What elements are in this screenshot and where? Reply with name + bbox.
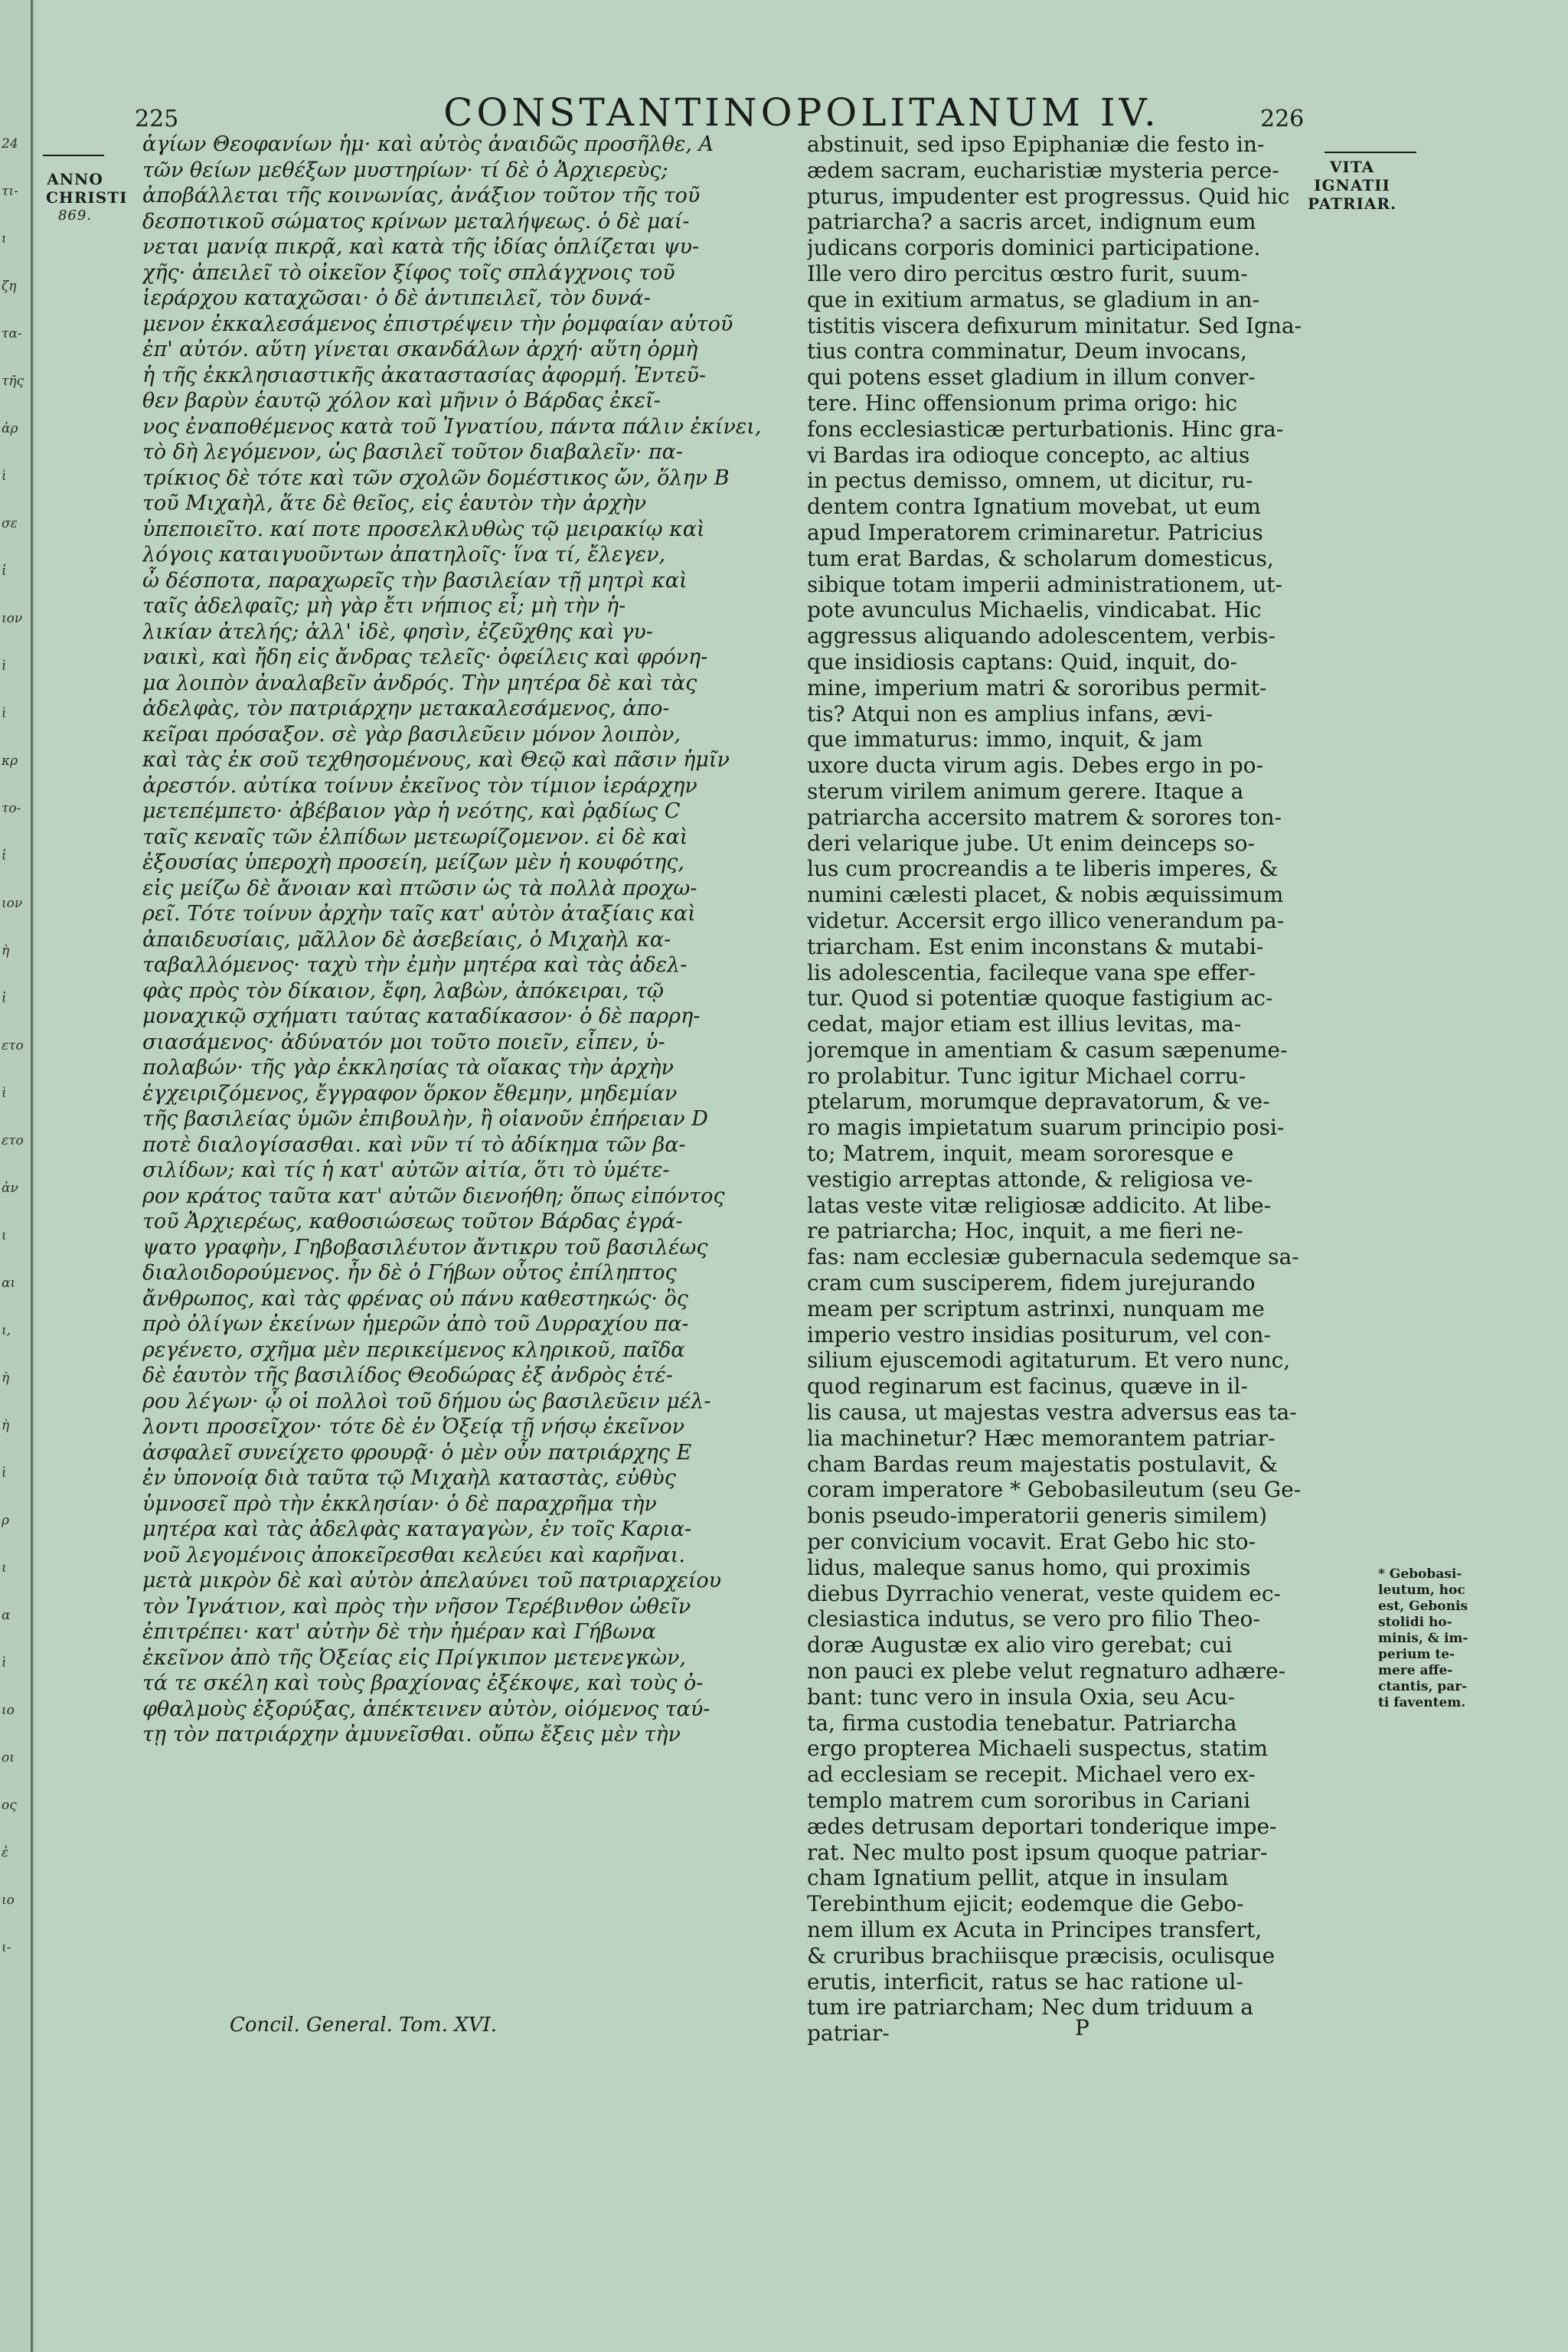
latin-text-line: pote avunculus Michaelis, vindicabat. Hic bbox=[807, 597, 1262, 623]
latin-text-line: lis causa, ut majestas vestra adversus eas ta- bbox=[807, 1400, 1297, 1426]
latin-text-line: sibique totam imperii administrationem, ut- bbox=[807, 571, 1282, 597]
greek-text-line: τρίκιος δὲ τότε καὶ τῶν σχολῶν δομέστικος ὤν, ὅλην B bbox=[142, 466, 730, 490]
greek-text-line: τοῦ Ἀρχιερέως, καθοσιώσεως τοῦτον Βάρδας ἐγρά- bbox=[142, 1210, 683, 1233]
greek-text-line: ἀρεστόν. αὐτίκα τοίνυν ἐκεῖνος τὸν τίμιον ἱεράρχην bbox=[142, 773, 697, 798]
latin-text-line: tistitis viscera defixurum minitatur. Sed Igna- bbox=[807, 312, 1302, 338]
latin-text-line: deri velarique jube. Ut enim deinceps so- bbox=[807, 830, 1255, 856]
adjacent-page-fragment: ι bbox=[2, 1228, 7, 1243]
latin-text-line: pturus, impudenter est progressus. Quid hic bbox=[807, 183, 1290, 209]
adjacent-page-fragment: ἀρ bbox=[2, 421, 18, 436]
adjacent-page-fragment: ετο bbox=[2, 1133, 24, 1148]
latin-text-line: clesiastica indutus, se vero pro filio Theo- bbox=[807, 1606, 1260, 1632]
latin-text-line: diebus Dyrrachio venerat, veste quidem ec- bbox=[807, 1580, 1282, 1606]
latin-text-line: tis? Atqui non es amplius infans, ævi- bbox=[807, 701, 1214, 727]
greek-text-line: μετὰ μικρὸν δὲ καὶ αὐτὸν ἀπελαύνει τοῦ πατριαρχείου bbox=[142, 1569, 722, 1592]
greek-text-line: εἰς μείζω δὲ ἄνοιαν καὶ πτῶσιν ὡς τὰ πολλὰ προχω- bbox=[142, 876, 697, 900]
adjacent-page-fragment: ι bbox=[2, 231, 7, 247]
latin-text-line: mine, imperium matri & sororibus permit- bbox=[807, 675, 1267, 701]
latin-text-line: que immaturus: immo, inquit, & jam bbox=[807, 727, 1204, 753]
greek-text-line: ἱεράρχου καταχῶσαι· ὁ δὲ ἀντιπειλεῖ, τὸν δυνά- bbox=[142, 286, 651, 310]
greek-text-line: ταῖς ἀδελφαῖς; μὴ γὰρ ἔτι νήπιος εἶ; μὴ τὴν ἡ- bbox=[142, 594, 626, 618]
greek-text-line: ἀδελφὰς, τὸν πατριάρχην μετακαλεσάμενος, ἀπο- bbox=[142, 697, 670, 720]
latin-text-line: silium ejuscemodi agitaturum. Et vero nunc, bbox=[807, 1348, 1291, 1374]
greek-text-line: κεῖραι πρόσαξον. σὲ γὰρ βασιλεῦειν μόνον λοιπὸν, bbox=[142, 722, 681, 746]
page-title: CONSTANTINOPOLITANUM IV. bbox=[443, 90, 1160, 135]
latin-text-line: abstinuit, sed ipso Epiphaniæ die festo in- bbox=[807, 132, 1265, 157]
adjacent-page-fragment: ἰ bbox=[2, 564, 7, 579]
latin-text-line: fons ecclesiasticæ perturbationis. Hinc gra- bbox=[807, 416, 1284, 442]
adjacent-page-fragment: ὶ bbox=[2, 1655, 7, 1671]
adjacent-page-fragment: ος bbox=[2, 1798, 17, 1813]
greek-text-line: δεσποτικοῦ σώματος κρίνων μεταλήψεως. ὁ δὲ μαί- bbox=[142, 209, 690, 234]
latin-text-line: ædem sacram, eucharistiæ mysteria perce- bbox=[807, 157, 1279, 183]
greek-text-line: τὸν Ἰγνάτιον, καὶ πρὸς τὴν νῆσον Τερέβινθον ὠθεῖν bbox=[142, 1594, 691, 1619]
latin-text-line: & cruribus brachiisque præcisis, oculisque bbox=[807, 1942, 1276, 1968]
adjacent-page-fragment: ιον bbox=[2, 611, 23, 626]
footnote-line: ti faventem. bbox=[1378, 1695, 1466, 1710]
greek-text-line: θεν βαρὺν ἑαυτῷ χόλον καὶ μῆνιν ὁ Βάρδας ἐκεῖ- bbox=[142, 389, 661, 413]
greek-text-line: ἀσφαλεῖ συνείχετο φρουρᾷ· ὁ μὲν οὖν πατριάρχης E bbox=[142, 1440, 692, 1465]
adjacent-page-fragment: τα- bbox=[2, 326, 22, 341]
latin-text-line: tum erat Bardas, & scholarum domesticus, bbox=[807, 545, 1274, 571]
adjacent-page-fragment: ὴ bbox=[2, 943, 10, 959]
latin-text-line: que insidiosis captans: Quid, inquit, do- bbox=[807, 648, 1237, 675]
latin-text-line: Ille vero diro percitus œstro furit, suum- bbox=[807, 260, 1248, 286]
adjacent-page-fragment: ι bbox=[2, 1560, 7, 1576]
adjacent-page-fragment: τι- bbox=[2, 184, 18, 199]
greek-text-line: ρεῖ. Τότε τοίνυν ἀρχὴν ταῖς κατ' αὐτὸν ἀταξίαις καὶ bbox=[142, 902, 696, 926]
greek-text-line: λοντι προσεῖχον· τότε δὲ ἐν Ὀξείᾳ τῇ νήσῳ ἐκεῖνον bbox=[142, 1415, 685, 1439]
latin-text-line: sterum virilem animum gerere. Itaque a bbox=[807, 778, 1244, 804]
greek-text-line: ἄνθρωπος, καὶ τὰς φρένας οὐ πάνυ καθεστηκώς· ὃς bbox=[142, 1286, 688, 1311]
christi-label: CHRISTI bbox=[46, 188, 128, 207]
margin-note-anno-christi bbox=[46, 170, 128, 225]
greek-text-line: ἐξουσίας ὑπεροχὴ προσείη, μείζων μὲν ἡ κουφότης, bbox=[142, 851, 685, 874]
adjacent-page-fragment: κρ bbox=[2, 753, 18, 769]
adjacent-page-fragment: ἐ bbox=[2, 1845, 9, 1860]
latin-text-line: ro magis impietatum suarum principio posi- bbox=[807, 1115, 1285, 1141]
latin-text-line: tere. Hinc offensionum prima origo: hic bbox=[807, 390, 1238, 416]
adjacent-page-fragment: ὶ bbox=[2, 1465, 7, 1481]
greek-text-line: ἐπιτρέπει· κατ' αὐτὴν δὲ τὴν ἡμέραν καὶ Γήβωνα bbox=[142, 1620, 656, 1644]
greek-text-line: ἀποβάλλεται τῆς κοινωνίας, ἀνάξιον τοῦτον τῆς τοῦ bbox=[142, 184, 701, 207]
greek-text-line: χῆς· ἀπειλεῖ τὸ οἰκεῖον ξίφος τοῖς σπλάγχνοις τοῦ bbox=[142, 260, 675, 285]
greek-text-line: ρου λέγων· ᾧ οἱ πολλοὶ τοῦ δήμου ὡς βασιλεῦειν μέλ- bbox=[142, 1389, 711, 1413]
latin-text-line: patriar- bbox=[807, 2020, 890, 2047]
adjacent-page-fragment: ἰ bbox=[2, 991, 7, 1006]
greek-text-line: τὸ δὴ λεγόμενον, ὡς βασιλεῖ τοῦτον διαβαλεῖν· πα- bbox=[142, 440, 683, 464]
greek-text-line: φὰς πρὸς τὸν δίκαιον, ἔφη, λαβὼν, ἀπόκειραι, τῷ bbox=[142, 978, 664, 1003]
latin-text-line: per convicium vocavit. Erat Gebo hic sto- bbox=[807, 1529, 1256, 1555]
latin-text-line: triarcham. Est enim inconstans & mutabi- bbox=[807, 933, 1264, 959]
latin-text-line: ædes detrusam deportari tonderique impe- bbox=[807, 1813, 1277, 1839]
greek-text-line: σιλίδων; καὶ τίς ἡ κατ' αὐτῶν αἰτία, ὅτι τὸ ὑμέτε- bbox=[142, 1158, 670, 1182]
adjacent-page-fragment: ἀν bbox=[2, 1181, 18, 1196]
adjacent-page-fragment: το- bbox=[2, 801, 21, 816]
latin-text-line: bant: tunc vero in insula Oxia, seu Acu- bbox=[807, 1684, 1235, 1710]
greek-text-line: λικίαν ἀτελής; ἀλλ' ἰδὲ, φησὶν, ἐζεῦχθης καὶ γυ- bbox=[142, 619, 653, 644]
page-number-right: 226 bbox=[1260, 106, 1305, 132]
latin-text-line: latas veste vitæ religiosæ addicito. At libe- bbox=[807, 1192, 1272, 1218]
greek-text-line: τά τε σκέλη καὶ τοὺς βραχίονας ἐξέκοψε, καὶ τοὺς ὀ- bbox=[142, 1671, 704, 1695]
latin-text-line: cedat, major etiam est illius levitas, ma- bbox=[807, 1011, 1242, 1037]
latin-text-line: qui potens esset gladium in illum conver- bbox=[807, 364, 1256, 390]
greek-text-line: σιασάμενος· ἀδύνατόν μοι τοῦτο ποιεῖν, εἶπεν, ὑ- bbox=[142, 1030, 665, 1054]
adjacent-page-fragment: ρ bbox=[2, 1513, 9, 1528]
latin-text-line: ad ecclesiam se recepit. Michael vero ex- bbox=[807, 1762, 1256, 1788]
margin-rule-left bbox=[43, 155, 104, 156]
latin-text-line: fas: nam ecclesiæ gubernacula sedemque sa- bbox=[807, 1244, 1299, 1270]
anno-label: ANNO bbox=[47, 170, 103, 188]
adjacent-page-fragment: σε bbox=[2, 516, 18, 531]
latin-text-line: ptelarum, morumque depravatorum, & ve- bbox=[807, 1089, 1270, 1115]
greek-text-line: ἡ τῆς ἐκκλησιαστικῆς ἀκαταστασίας ἀφορμή. Ἐντεῦ- bbox=[142, 363, 707, 387]
footnote-line: minis, & im- bbox=[1378, 1631, 1468, 1646]
greek-text-line: νοῦ λεγομένοις ἀποκεῖρεσθαι κελεύει καὶ καρῆναι. bbox=[142, 1543, 685, 1567]
adjacent-page-fragment: ετο bbox=[2, 1038, 24, 1054]
footnote-gebobasileutum bbox=[1378, 1566, 1478, 1711]
vita-label: VITA bbox=[1329, 158, 1375, 176]
footnote-line: mere affe- bbox=[1378, 1663, 1453, 1678]
ignatii-label: IGNATII bbox=[1314, 176, 1390, 194]
adjacent-page-fragment: ἰ bbox=[2, 848, 7, 864]
greek-text-line: μητέρα καὶ τὰς ἀδελφὰς καταγαγὼν, ἐν τοῖς Καρια- bbox=[142, 1517, 692, 1541]
footnote-line: est, Gebonis bbox=[1378, 1599, 1468, 1614]
latin-text-line: doræ Augustæ ex alio viro gerebat; cui bbox=[807, 1632, 1233, 1658]
greek-text-line: τοῦ Μιχαὴλ, ἅτε δὲ θεῖος, εἰς ἑαυτὸν τὴν ἀρχὴν bbox=[142, 492, 647, 515]
greek-text-line: νεται μανίᾳ πικρᾷ, καὶ κατὰ τῆς ἰδίας ὁπλίζεται ψυ- bbox=[142, 235, 699, 259]
greek-text-line: νος ἐναποθέμενος κατὰ τοῦ Ἰγνατίου, πάντα πάλιν ἐκίνει, bbox=[142, 414, 762, 439]
greek-text-line: ρον κράτος ταῦτα κατ' αὐτῶν διενοήθη; ὅπως εἰπόντος bbox=[142, 1184, 725, 1208]
footer-volume-reference: Concil. General. Tom. XVI. bbox=[230, 2014, 498, 2037]
greek-text-line: ἁγίων Θεοφανίων ἡμ· καὶ αὐτὸς ἀναιδῶς προσῆλθε, A bbox=[142, 132, 714, 156]
adjacent-page-fragment: 24 bbox=[2, 136, 18, 152]
latin-text-line: ergo propterea Michaeli suspectus, statim bbox=[807, 1736, 1268, 1762]
footer-signature-mark: P bbox=[1075, 2015, 1089, 2040]
latin-text-line: to; Matrem, inquit, meam sororesque e bbox=[807, 1141, 1234, 1167]
greek-text-line: ἀπαιδευσίαις, μᾶλλον δὲ ἀσεβείαις, ὁ Μιχαὴλ κα- bbox=[142, 927, 671, 952]
latin-text-line: lus cum procreandis a te liberis imperes, & bbox=[807, 856, 1279, 882]
latin-text-line: lis adolescentia, facileque vana spe effer- bbox=[807, 959, 1256, 985]
adjacent-page-fragment: οι bbox=[2, 1750, 15, 1766]
greek-text-line: καὶ τὰς ἐκ σοῦ τεχθησομένους, καὶ Θεῷ καὶ πᾶσιν ἡμῖν bbox=[142, 748, 730, 772]
adjacent-page-fragment: ιον bbox=[2, 896, 23, 911]
latin-text-line: tur. Quod si potentiæ quoque fastigium ac- bbox=[807, 985, 1273, 1011]
greek-text-line: πρὸ ὀλίγων ἐκείνων ἡμερῶν ἀπὸ τοῦ Δυρραχίου πα- bbox=[142, 1312, 689, 1336]
adjacent-page-fragment: τῆς bbox=[2, 374, 24, 389]
greek-text-line: ὦ δέσποτα, παραχωρεῖς τὴν βασιλείαν τῇ μητρὶ καὶ bbox=[142, 568, 688, 593]
latin-text-line: bonis pseudo-imperatorii generis similem) bbox=[807, 1503, 1268, 1529]
latin-text-line: vestigio arreptas attonde, & religiosa ve- bbox=[807, 1166, 1253, 1192]
greek-text-line: μα λοιπὸν ἀναλαβεῖν ἀνδρός. Τὴν μητέρα δὲ καὶ τὰς bbox=[142, 671, 697, 695]
adjacent-page-margin-strip bbox=[0, 0, 33, 2352]
latin-text-line: cram cum susciperem, fidem jurejurando bbox=[807, 1270, 1256, 1296]
page-number-left: 225 bbox=[135, 106, 179, 132]
adjacent-page-fragment: ι- bbox=[2, 1940, 11, 1955]
latin-text-line: cham Bardas reum majestatis postulavit, & bbox=[807, 1451, 1278, 1477]
greek-text-line: τῆς βασιλείας ὑμῶν ἐπιβουλὴν, ἢ οἱανοῦν ἐπήρειαν D bbox=[142, 1107, 708, 1131]
adjacent-page-fragment: ι, bbox=[2, 1323, 11, 1338]
latin-text-line: patriarcha? a sacris arcet, indignum eum bbox=[807, 209, 1256, 235]
greek-text-line: ἐπ' αὐτόν. αὕτη γίνεται σκανδάλων ἀρχή· αὕτη ὁρμὴ bbox=[142, 338, 698, 361]
adjacent-page-fragment: ὴ bbox=[2, 1370, 10, 1386]
document-page bbox=[35, 0, 1568, 2352]
latin-text-line: tum ire patriarcham; Nec dum triduum a bbox=[807, 1994, 1253, 2020]
footnote-line: stolidi ho- bbox=[1378, 1615, 1452, 1630]
greek-text-line: ρεγένετο, σχῆμα μὲν περικείμενος κληρικοῦ, παῖδα bbox=[142, 1338, 685, 1362]
footnote-line: ctantis, par- bbox=[1378, 1679, 1468, 1694]
latin-text-line: lidus, maleque sanus homo, qui proximis bbox=[807, 1554, 1251, 1580]
latin-text-line: non pauci ex plebe velut regnaturo adhære- bbox=[807, 1658, 1286, 1684]
footnote-line: perium te- bbox=[1378, 1647, 1455, 1662]
greek-text-line: δὲ ἑαυτὸν τῆς βασιλίδος Θεοδώρας ἐξ ἀνδρὸς ἑτέ- bbox=[142, 1364, 673, 1387]
greek-text-line: ψατο γραφὴν, Γηβοβασιλέυτον ἄντικρυ τοῦ βασιλέως bbox=[142, 1235, 708, 1259]
greek-text-line: ὑπεποιεῖτο. καί ποτε προσελκλυθὼς τῷ μειρακίῳ καὶ bbox=[142, 517, 705, 541]
greek-text-line: φθαλμοὺς ἐξορύξας, ἀπέκτεινεν αὐτὸν, οἰόμενος ταύ- bbox=[142, 1697, 710, 1721]
greek-text-line: ναικὶ, καὶ ἤδη εἰς ἄνδρας τελεῖς· ὀφείλεις καὶ φρόνη- bbox=[142, 645, 708, 669]
latin-text-line: erutis, interficit, ratus se hac ratione ul- bbox=[807, 1968, 1243, 1994]
latin-text-line: apud Imperatorem criminaretur. Patricius bbox=[807, 519, 1263, 545]
latin-text-line: que in exitium armatus, se gladium in an- bbox=[807, 286, 1259, 312]
latin-text-line: quod reginarum est facinus, quæve in il- bbox=[807, 1374, 1248, 1400]
adjacent-page-fragment: ὴ bbox=[2, 1418, 10, 1433]
greek-text-line: ὑμνοσεῖ πρὸ τὴν ἐκκλησίαν· ὁ δὲ παραχρῆμα τὴν bbox=[142, 1491, 657, 1516]
adjacent-page-fragment: α bbox=[2, 1608, 11, 1623]
footnote-line: leutum, hoc bbox=[1378, 1583, 1465, 1598]
latin-text-line: ta, firma custodia tenebatur. Patriarcha bbox=[807, 1710, 1237, 1736]
adjacent-page-fragment: ιο bbox=[2, 1893, 15, 1908]
latin-text-line: videtur. Accersit ergo illico venerandum pa- bbox=[807, 907, 1285, 933]
greek-text-line: ἐκεῖνον ἀπὸ τῆς Ὀξείας εἰς Πρίγκιπον μετενεγκὼν, bbox=[142, 1645, 687, 1670]
latin-text-line: meam per scriptum astrinxi, nunquam me bbox=[807, 1295, 1265, 1321]
year-label: 869. bbox=[57, 207, 93, 224]
greek-text-line: διαλοιδορούμενος. ἦν δὲ ὁ Γήβων οὗτος ἐπίληπτος bbox=[142, 1261, 677, 1285]
latin-text-line: uxore ducta virum agis. Debes ergo in po- bbox=[807, 753, 1263, 779]
latin-text-line: dentem contra Ignatium movebat, ut eum bbox=[807, 494, 1261, 520]
latin-text-line: Terebinthum ejicit; eodemque die Gebo- bbox=[807, 1891, 1244, 1917]
latin-text-line: joremque in amentiam & casum sæpenume- bbox=[807, 1037, 1288, 1063]
adjacent-page-fragment: ὶ bbox=[2, 1086, 7, 1101]
latin-text-line: aggressus aliquando adolescentem, verbis- bbox=[807, 623, 1276, 649]
latin-text-line: judicans corporis dominici participatione. bbox=[807, 235, 1261, 261]
footnote-line: * Gebobasi- bbox=[1378, 1566, 1462, 1582]
greek-text-line: ἐν ὑπονοίᾳ διὰ ταῦτα τῷ Μιχαὴλ καταστὰς, εὐθὺς bbox=[142, 1466, 676, 1490]
latin-text-line: re patriarcha; Hoc, inquit, a me fieri ne- bbox=[807, 1218, 1243, 1244]
adjacent-page-fragment: ὶ bbox=[2, 706, 7, 721]
latin-text-line: nem illum ex Acuta in Principes transfert, bbox=[807, 1916, 1263, 1942]
greek-text-line: μοναχικῷ σχήματι ταύτας καταδίκασον· ὁ δὲ παρρη- bbox=[142, 1004, 701, 1028]
latin-text-line: rat. Nec multo post ipsum quoque patriar- bbox=[807, 1839, 1268, 1865]
greek-text-line: μετεπέμπετο· ἀβέβαιον γὰρ ἡ νεότης, καὶ ῥᾳδίως C bbox=[142, 799, 681, 823]
adjacent-page-fragment: ὶ bbox=[2, 658, 7, 674]
greek-text-line: μενον ἐκκαλεσάμενος ἐπιστρέψειν τὴν ῥομφαίαν αὐτοῦ bbox=[142, 312, 733, 336]
greek-text-line: λόγοις καταιγυοῦντων ἀπατηλοῖς· ἵνα τί, ἔλεγεν, bbox=[142, 543, 666, 567]
greek-text-line: ἐγχειριζόμενος, ἔγγραφον ὅρκον ἔθεμην, μηδεμίαν bbox=[142, 1081, 678, 1106]
adjacent-page-fragment: ὶ bbox=[2, 469, 7, 484]
greek-text-line: τῃ τὸν πατριάρχην ἀμυνεῖσθαι. οὔπω ἔξεις μὲν τὴν bbox=[142, 1723, 681, 1746]
greek-text-line: ταβαλλόμενος· ταχὺ τὴν ἐμὴν μητέρα καὶ τὰς ἀδελ- bbox=[142, 953, 688, 977]
greek-text-line: τῶν θείων μεθέξων μυστηρίων· τί δὲ ὁ Ἀρχιερεὺς; bbox=[142, 158, 668, 182]
latin-text-column bbox=[807, 132, 1374, 2047]
adjacent-page-fragment: αι bbox=[2, 1276, 16, 1291]
latin-text-line: templo matrem cum sororibus in Cariani bbox=[807, 1788, 1251, 1813]
latin-text-line: lia machinetur? Hæc memorantem patriar- bbox=[807, 1425, 1276, 1451]
greek-text-column bbox=[142, 132, 778, 1748]
latin-text-line: tius contra comminatur, Deum invocans, bbox=[807, 338, 1247, 364]
adjacent-page-fragment: ζη bbox=[2, 279, 17, 294]
latin-text-line: coram imperatore * Gebobasileutum (seu Ge- bbox=[807, 1477, 1302, 1503]
greek-text-line: ταῖς κεναῖς τῶν ἐλπίδων μετεωρίζομενον. εἰ δὲ καὶ bbox=[142, 825, 688, 849]
greek-text-line: ποτὲ διαλογίσασθαι. καὶ νῦν τί τὸ ἀδίκημα τῶν βα- bbox=[142, 1132, 686, 1157]
latin-text-line: ro prolabitur. Tunc igitur Michael corru- bbox=[807, 1063, 1246, 1089]
latin-text-line: imperio vestro insidias positurum, vel con- bbox=[807, 1321, 1271, 1348]
latin-text-line: patriarcha accersito matrem & sorores ton- bbox=[807, 804, 1282, 830]
latin-text-line: cham Ignatium pellit, atque in insulam bbox=[807, 1865, 1229, 1891]
latin-text-line: numini cælesti placet, & nobis æquissimum bbox=[807, 882, 1284, 908]
adjacent-page-fragment: ιο bbox=[2, 1703, 15, 1718]
patriar-label: PATRIAR. bbox=[1308, 194, 1396, 213]
latin-text-line: in pectus demisso, omnem, ut dicitur, ru- bbox=[807, 468, 1253, 494]
latin-text-line: vi Bardas ira odioque concepto, ac altius bbox=[807, 442, 1250, 468]
greek-text-line: πολαβών· τῆς γὰρ ἐκκλησίας τὰ οἴακας τὴν ἀρχὴν bbox=[142, 1056, 674, 1080]
